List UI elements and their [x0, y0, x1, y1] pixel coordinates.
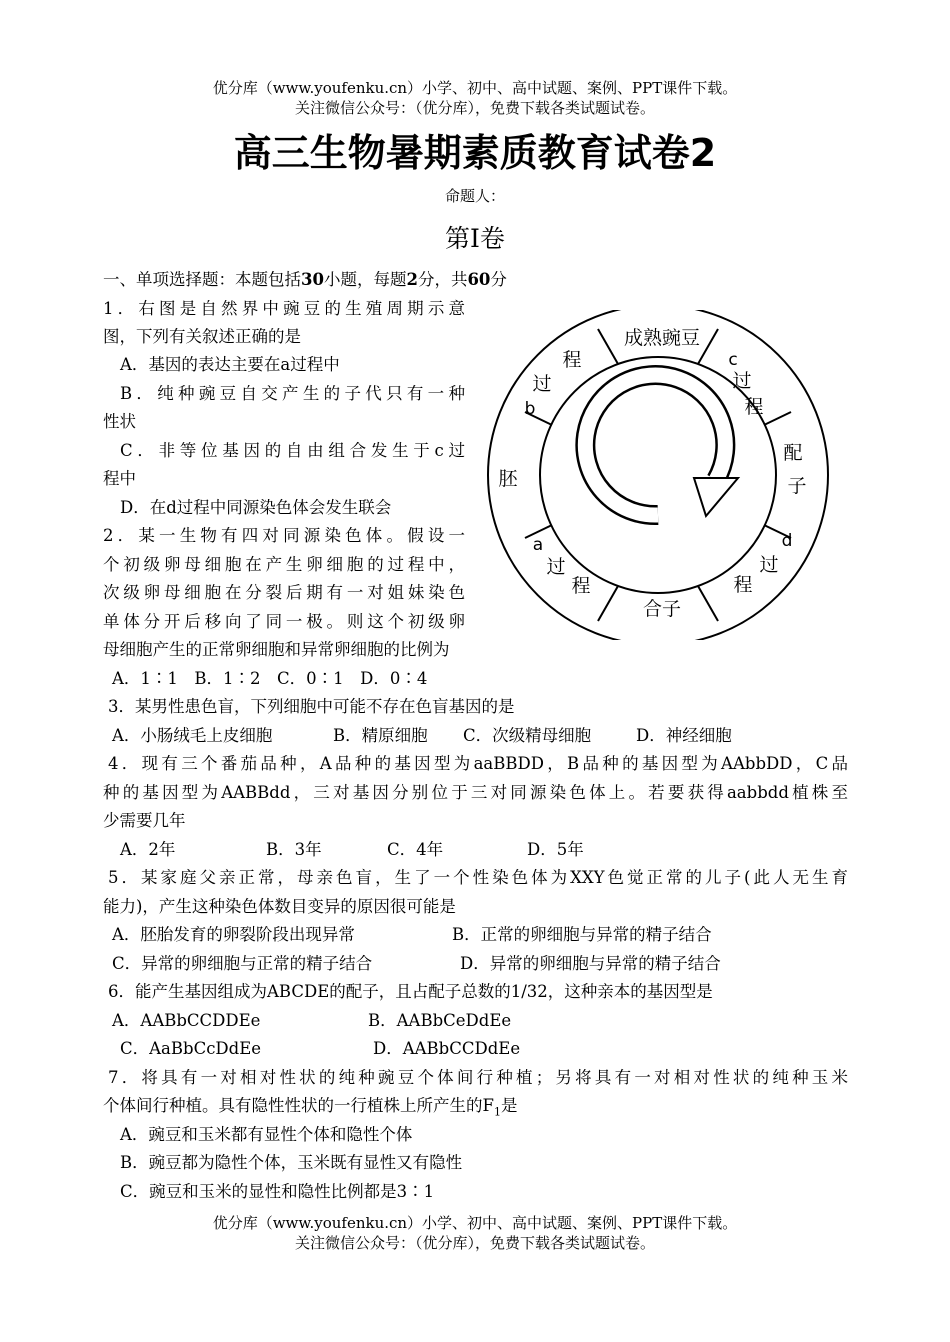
q5-option-a: A．胚胎发育的卵裂阶段出现异常	[112, 925, 355, 944]
q5-option-c: C．异常的卵细胞与正常的精子结合	[112, 954, 373, 973]
q1-option-c-line-1: C．非等位基因的自由组合发生于c过	[120, 441, 465, 460]
q5-stem-line-2: 能力)，产生这种染色体数目变异的原因很可能是	[103, 897, 456, 916]
q3-stem: 3．某男性患色盲，下列细胞中可能不存在色盲基因的是	[108, 697, 515, 716]
q4-stem-line-2: 种的基因型为AABBdd，三对基因分别位于三对同源染色体上。若要获得aabbdd植株至	[103, 783, 848, 802]
q6-option-a: A．AABbCCDDEe	[112, 1011, 261, 1030]
q2-stem-line-4: 单体分开后移向了同一极。则这个初级卵	[103, 612, 465, 631]
q2-stem-line-3: 次级卵母细胞在分裂后期有一对姐妹染色	[103, 583, 465, 602]
q7-stem-line-2: 个体间行种植。具有隐性性状的一行植株上所产生的$F_1$是	[103, 1096, 518, 1119]
page-title: 高三生物暑期素质教育试卷2	[233, 131, 717, 175]
q6-option-b: B．AABbCeDdEe	[368, 1011, 512, 1030]
q7-stem-line-1: 7．将具有一对相对性状的纯种豌豆个体间行种植；另将具有一对相对性状的纯种玉米	[108, 1068, 848, 1087]
q1-option-b-line-2: 性状	[103, 412, 136, 431]
label-a-guo: 过	[546, 556, 566, 578]
label-zygote: 合子	[642, 598, 682, 620]
cycle-arrow-head	[694, 478, 738, 516]
volume-heading: 第Ⅰ卷	[445, 224, 505, 253]
label-mature-pea: 成熟豌豆	[623, 327, 701, 349]
q4-stem-line-3: 少需要几年	[103, 811, 186, 830]
label-gamete-2: 子	[787, 475, 807, 497]
footer-line-2: 关注微信公众号：（优分库），免费下载各类试题试卷。	[294, 1234, 655, 1252]
label-a-cheng: 程	[571, 575, 591, 597]
q1-option-d: D．在d过程中同源染色体会发生联会	[120, 498, 392, 517]
q3-option-a: A．小肠绒毛上皮细胞	[112, 726, 273, 745]
q1-option-a: A．基因的表达主要在a过程中	[120, 355, 340, 374]
q2-stem-line-2: 个初级卵母细胞在产生卵细胞的过程中，	[103, 555, 465, 574]
q4-stem-line-1: 4．现有三个番茄品种，A品种的基因型为aaBBDD，B品种的基因型为AAbbDD，C品	[108, 754, 848, 773]
header-line-1: 优分库（www.youfenku.cn）小学、初中、高中试题、案例、PPT课件下载。	[212, 79, 738, 97]
q3-option-b: B．精原细胞	[333, 726, 428, 745]
q5-stem-line-1: 5．某家庭父亲正常，母亲色盲，生了一个性染色体为XXY色觉正常的儿子(此人无生育	[108, 868, 848, 887]
label-gamete-1: 配	[783, 442, 803, 464]
label-d-cheng: 程	[733, 574, 753, 596]
pea-reproduction-cycle-diagram	[480, 310, 840, 640]
q1-option-b-line-1: B．纯种豌豆自交产生的子代只有一种	[120, 384, 465, 403]
q2-stem-line-1: 2．某一生物有四对同源染色体。假设一	[103, 526, 465, 545]
q5-option-b: B．正常的卵细胞与异常的精子结合	[452, 925, 712, 944]
footer-line-1: 优分库（www.youfenku.cn）小学、初中、高中试题、案例、PPT课件下载。	[212, 1214, 738, 1232]
q1-stem-line-1: 1．右图是自然界中豌豆的生殖周期示意	[103, 299, 465, 318]
label-b-letter: b	[524, 399, 536, 419]
label-b-guo: 过	[532, 373, 552, 395]
q7-option-b: B．豌豆都为隐性个体，玉米既有显性又有隐性	[120, 1153, 463, 1172]
q3-option-d: D．神经细胞	[636, 726, 732, 745]
q2-stem-line-5: 母细胞产生的正常卵细胞和异常卵细胞的比例为	[103, 640, 450, 659]
label-c-guo: 过	[732, 370, 752, 392]
q3-option-c: C．次级精母细胞	[463, 726, 592, 745]
label-c-letter: c	[728, 350, 738, 370]
q6-option-d: D．AABbCCDdEe	[373, 1039, 521, 1058]
section-heading: 一、单项选择题：本题包括30小题，每题2分，共60分	[103, 270, 507, 289]
label-embryo: 胚	[498, 468, 518, 490]
header-line-2: 关注微信公众号：（优分库），免费下载各类试题试卷。	[294, 99, 655, 117]
label-b-cheng: 程	[562, 349, 582, 371]
inner-ring	[540, 357, 779, 593]
label-c-cheng: 程	[744, 396, 764, 418]
q4-option-b: B．3年	[266, 840, 322, 859]
label-a-letter: a	[532, 535, 544, 555]
q6-option-c: C．AaBbCcDdEe	[120, 1039, 262, 1058]
q5-option-d: D．异常的卵细胞与异常的精子结合	[460, 954, 721, 973]
q4-option-d: D．5年	[527, 840, 584, 859]
q7-option-c: C．豌豆和玉米的显性和隐性比例都是3∶1	[120, 1182, 435, 1201]
q7-option-a: A．豌豆和玉米都有显性个体和隐性个体	[120, 1125, 413, 1144]
q1-option-c-line-2: 程中	[103, 469, 136, 488]
q1-stem-line-2: 图，下列有关叙述正确的是	[103, 327, 301, 346]
q2-options: A．1∶1 B．1∶2 C．0∶1 D．0∶4	[112, 669, 428, 688]
q4-option-a: A．2年	[120, 840, 176, 859]
author-line: 命题人：	[444, 187, 505, 205]
label-d-guo: 过	[759, 554, 779, 576]
label-d-letter: d	[781, 531, 793, 551]
q6-stem: 6．能产生基因组成为ABCDE的配子，且占配子总数的1/32，这种亲本的基因型是	[108, 982, 713, 1001]
q4-option-c: C．4年	[387, 840, 444, 859]
